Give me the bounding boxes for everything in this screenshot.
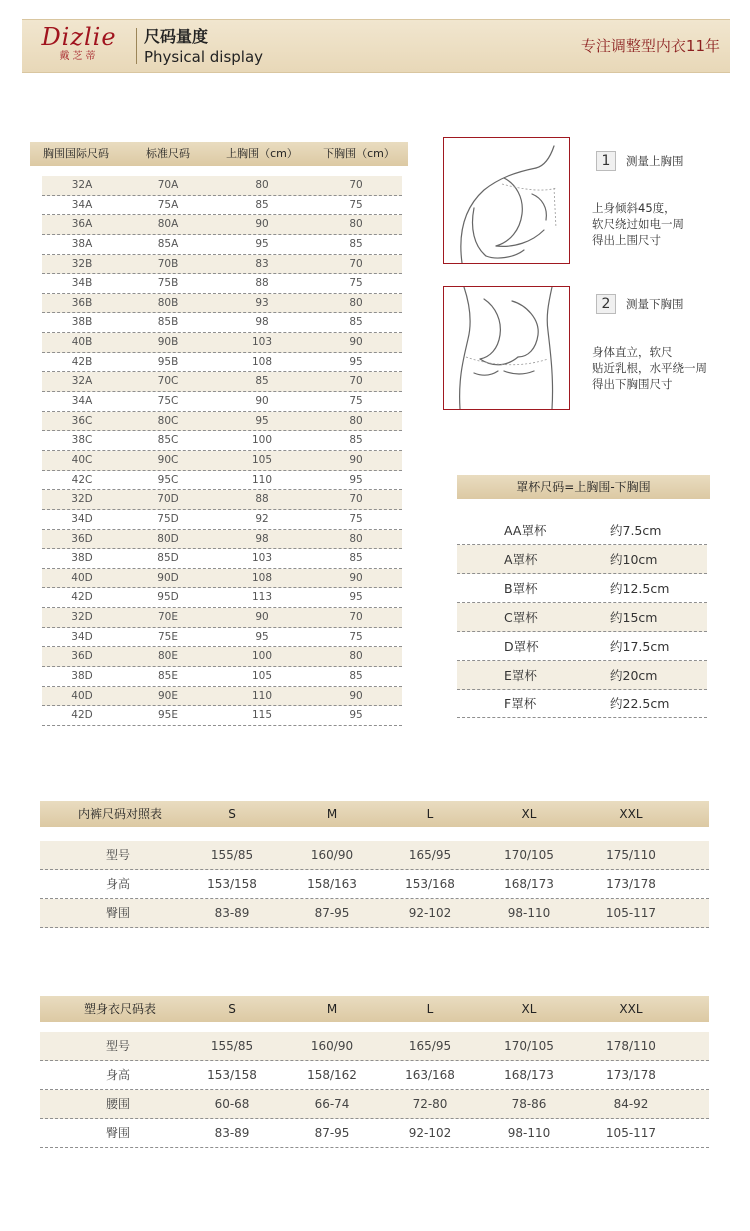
table-cell: 95	[255, 630, 269, 643]
table-cell: 32A	[71, 375, 93, 388]
cup-value: 约17.5cm	[610, 638, 670, 654]
table-cell: 90B	[157, 336, 179, 349]
table-row	[42, 451, 402, 471]
table-cell: 38A	[71, 237, 93, 250]
row-label: 身高	[105, 877, 130, 891]
table-cell: 70	[349, 179, 363, 191]
table-cell: 85A	[157, 237, 179, 250]
table-cell: 40D	[71, 689, 93, 702]
row-label: 臀围	[105, 906, 130, 920]
panty-size-xxl: XXL	[619, 807, 643, 821]
table-cell: 173/178	[606, 1068, 656, 1082]
table-cell: 85	[255, 198, 269, 211]
table-cell: 100	[251, 650, 273, 663]
panty-table-title: 内裤尺码对照表	[78, 807, 163, 821]
bra-table-body	[30, 176, 408, 726]
panty-size-xl: XL	[521, 807, 537, 821]
cup-name: AA罩杯	[504, 523, 547, 538]
table-cell: 85	[349, 434, 363, 447]
table-cell: 160/90	[310, 848, 354, 862]
bra-size-table	[30, 142, 408, 726]
table-cell: 32A	[71, 179, 93, 191]
table-cell: 40C	[71, 453, 93, 466]
table-row	[42, 196, 402, 216]
table-cell: 42C	[71, 473, 93, 486]
table-cell: 85	[349, 316, 363, 329]
measure-under-illustration	[443, 286, 570, 410]
table-cell: 40B	[71, 336, 93, 349]
table-cell: 42B	[71, 355, 93, 368]
table-row	[42, 510, 402, 530]
table-cell: 42D	[71, 709, 93, 722]
table-row	[42, 235, 402, 255]
table-cell: 90E	[158, 689, 178, 702]
table-row	[42, 353, 402, 373]
panty-size-m: M	[326, 807, 338, 821]
cup-name: F罩杯	[504, 696, 537, 712]
table-cell: 40D	[71, 571, 93, 584]
table-cell: 34A	[71, 395, 93, 408]
table-cell: 95	[349, 473, 363, 486]
table-row	[42, 274, 402, 294]
table-cell: 178/110	[606, 1039, 656, 1053]
bra-header-intl: 胸围国际尺码	[43, 147, 109, 160]
table-cell: 80	[349, 296, 363, 309]
step-2-number: 2	[596, 294, 616, 314]
table-cell: 98-110	[507, 1126, 551, 1140]
table-cell: 98-110	[507, 906, 551, 920]
table-cell: 155/85	[210, 848, 254, 862]
shaper-table-title: 塑身衣尺码表	[84, 1002, 157, 1016]
table-row	[42, 176, 402, 196]
shaper-table-body	[40, 1032, 709, 1148]
table-cell: 60-68	[214, 1097, 250, 1111]
cup-value: 约7.5cm	[610, 523, 662, 538]
panty-size-s: S	[228, 807, 236, 821]
table-cell: 153/158	[207, 1068, 257, 1082]
cup-name: D罩杯	[504, 638, 539, 654]
table-row	[42, 471, 402, 491]
table-cell: 153/158	[207, 877, 257, 891]
page-subtitle: Physical display	[144, 48, 264, 66]
table-row	[42, 549, 402, 569]
table-cell: 70A	[157, 179, 179, 191]
table-cell: 155/85	[210, 1039, 254, 1053]
table-cell: 80	[349, 532, 363, 545]
shaper-size-xxl: XXL	[619, 1002, 643, 1016]
table-row	[42, 372, 402, 392]
table-cell: 170/105	[504, 1039, 554, 1053]
shaper-size-table	[40, 996, 709, 1148]
table-cell: 90	[349, 571, 363, 584]
table-cell: 70	[349, 493, 363, 506]
table-cell: 36C	[71, 414, 93, 427]
cup-row	[457, 603, 707, 632]
table-cell: 163/168	[405, 1068, 455, 1082]
table-cell: 160/90	[310, 1039, 354, 1053]
cup-row	[457, 632, 707, 661]
table-cell: 80D	[157, 532, 179, 545]
cup-name: A罩杯	[504, 551, 538, 567]
table-cell: 75	[349, 630, 363, 643]
table-cell: 80	[255, 179, 269, 191]
table-cell: 170/105	[504, 848, 554, 862]
table-cell: 75	[349, 512, 363, 525]
cup-row	[457, 516, 707, 545]
table-row	[40, 1119, 709, 1148]
table-cell: 66-74	[314, 1097, 350, 1111]
row-label: 臀围	[105, 1126, 130, 1140]
table-cell: 70	[349, 375, 363, 388]
shaper-size-l: L	[426, 1002, 434, 1016]
table-cell: 90C	[157, 453, 179, 466]
under-bust-figure-icon	[444, 287, 569, 409]
bra-header-upper: 上胸围（cm）	[226, 147, 298, 160]
table-cell: 32B	[71, 257, 93, 270]
table-cell: 75	[349, 277, 363, 290]
table-cell: 110	[251, 473, 273, 486]
table-cell: 103	[251, 552, 273, 565]
table-cell: 80	[349, 218, 363, 231]
table-cell: 90D	[157, 571, 179, 584]
table-cell: 75D	[157, 512, 179, 525]
shaper-table-header	[40, 996, 709, 1022]
table-cell: 70E	[158, 611, 178, 624]
cup-value: 约15cm	[610, 609, 658, 625]
table-row	[42, 333, 402, 353]
cup-value: 约22.5cm	[610, 696, 670, 712]
table-cell: 98	[255, 532, 269, 545]
cup-name: E罩杯	[504, 667, 537, 683]
table-cell: 95C	[157, 473, 179, 486]
table-cell: 80B	[157, 296, 179, 309]
table-cell: 42D	[71, 591, 93, 604]
table-cell: 95D	[157, 591, 179, 604]
table-cell: 165/95	[408, 1039, 452, 1053]
measure-upper-illustration	[443, 137, 570, 264]
cup-row	[457, 689, 707, 718]
cup-name: B罩杯	[504, 580, 538, 596]
table-cell: 95E	[158, 709, 178, 722]
table-cell: 87-95	[314, 906, 350, 920]
cup-value: 约10cm	[610, 551, 658, 567]
table-cell: 34A	[71, 198, 93, 211]
table-cell: 108	[251, 355, 273, 368]
panty-size-table	[40, 801, 709, 928]
table-cell: 95	[349, 355, 363, 368]
table-cell: 75	[349, 198, 363, 211]
table-cell: 90	[255, 395, 269, 408]
table-cell: 75C	[157, 395, 179, 408]
bra-header-under: 下胸围（cm）	[323, 147, 395, 160]
cup-row	[457, 545, 707, 574]
table-cell: 168/173	[504, 877, 554, 891]
table-cell: 92-102	[408, 1126, 452, 1140]
table-cell: 90	[255, 611, 269, 624]
table-cell: 36A	[71, 218, 93, 231]
table-row	[42, 412, 402, 432]
table-cell: 85	[349, 552, 363, 565]
table-row	[42, 215, 402, 235]
table-cell: 95	[255, 414, 269, 427]
table-cell: 85	[349, 237, 363, 250]
table-cell: 88	[255, 277, 269, 290]
table-cell: 36D	[71, 532, 93, 545]
table-cell: 105	[251, 670, 273, 683]
shaper-size-m: M	[326, 1002, 338, 1016]
table-cell: 93	[255, 296, 269, 309]
table-cell: 80	[349, 414, 363, 427]
table-cell: 85C	[157, 434, 179, 447]
table-cell: 158/163	[307, 877, 357, 891]
table-cell: 80C	[157, 414, 179, 427]
table-cell: 83-89	[214, 906, 250, 920]
table-cell: 92	[255, 512, 269, 525]
table-row	[42, 294, 402, 314]
table-cell: 80A	[157, 218, 179, 231]
table-row	[42, 392, 402, 412]
table-cell: 108	[251, 571, 273, 584]
cup-row	[457, 661, 707, 690]
step-1-number: 1	[596, 151, 616, 171]
table-cell: 70D	[157, 493, 179, 506]
table-row	[42, 431, 402, 451]
table-cell: 38D	[71, 552, 93, 565]
table-cell: 38C	[71, 434, 93, 447]
header-bar	[22, 19, 730, 73]
table-cell: 165/95	[408, 848, 452, 862]
table-row	[42, 706, 402, 726]
table-cell: 115	[251, 709, 273, 722]
table-cell: 70	[349, 257, 363, 270]
table-cell: 105-117	[605, 1126, 657, 1140]
table-row	[40, 841, 709, 870]
table-cell: 75	[349, 395, 363, 408]
row-label: 型号	[105, 848, 130, 862]
table-cell: 105-117	[605, 906, 657, 920]
table-cell: 78-86	[511, 1097, 547, 1111]
table-row	[42, 313, 402, 333]
table-cell: 34B	[71, 277, 93, 290]
table-cell: 72-80	[412, 1097, 448, 1111]
row-label: 型号	[105, 1039, 130, 1053]
table-cell: 85	[255, 375, 269, 388]
step-1-description: 上身倾斜45度， 软尺绕过如电一周 得出上围尺寸	[592, 201, 684, 247]
page-title: 尺码量度	[144, 27, 209, 46]
table-cell: 110	[251, 689, 273, 702]
table-cell: 85E	[158, 670, 178, 683]
table-cell: 100	[251, 434, 273, 447]
table-cell: 105	[251, 453, 273, 466]
row-label: 身高	[105, 1068, 130, 1082]
cup-row	[457, 574, 707, 603]
table-cell: 34D	[71, 512, 93, 525]
shaper-size-s: S	[228, 1002, 236, 1016]
table-cell: 32D	[71, 611, 93, 624]
step-2-title: 测量下胸围	[626, 297, 684, 311]
table-row	[42, 255, 402, 275]
table-cell: 113	[251, 591, 273, 604]
table-cell: 153/168	[405, 877, 455, 891]
brand-logo	[30, 23, 128, 63]
table-cell: 75E	[158, 630, 178, 643]
table-cell: 158/162	[307, 1068, 357, 1082]
table-cell: 85B	[157, 316, 179, 329]
table-cell: 75A	[157, 198, 179, 211]
step-2-description: 身体直立，软尺 贴近乳根，水平绕一周 得出下胸围尺寸	[592, 345, 707, 391]
table-row	[42, 667, 402, 687]
table-cell: 70B	[157, 257, 179, 270]
table-row	[40, 1061, 709, 1090]
table-row	[40, 1090, 709, 1119]
table-row	[40, 1032, 709, 1061]
table-cell: 85D	[157, 552, 179, 565]
panty-size-l: L	[426, 807, 434, 821]
table-row	[40, 870, 709, 899]
table-cell: 70	[349, 611, 363, 624]
table-cell: 85	[349, 670, 363, 683]
table-cell: 175/110	[606, 848, 656, 862]
table-cell: 36D	[71, 650, 93, 663]
table-cell: 88	[255, 493, 269, 506]
table-cell: 90	[349, 336, 363, 349]
table-cell: 36B	[71, 296, 93, 309]
table-cell: 83	[255, 257, 269, 270]
shaper-size-xl: XL	[521, 1002, 537, 1016]
table-cell: 75B	[157, 277, 179, 290]
table-cell: 38D	[71, 670, 93, 683]
table-row	[42, 687, 402, 707]
table-cell: 95	[349, 709, 363, 722]
panty-table-header	[40, 801, 709, 827]
bra-table-header	[30, 142, 408, 166]
table-cell: 70C	[157, 375, 179, 388]
table-cell: 84-92	[613, 1097, 649, 1111]
table-cell: 90	[255, 218, 269, 231]
table-cell: 80E	[158, 650, 178, 663]
logo-wordmark: Dizlie	[41, 23, 117, 51]
upper-bust-figure-icon	[444, 138, 569, 263]
table-cell: 98	[255, 316, 269, 329]
cup-value: 约20cm	[610, 667, 658, 683]
table-row	[42, 608, 402, 628]
cup-table-title: 罩杯尺码=上胸围-下胸围	[457, 475, 710, 499]
step-1-title: 测量上胸围	[626, 154, 684, 168]
table-cell: 32D	[71, 493, 93, 506]
table-row	[42, 628, 402, 648]
table-cell: 38B	[71, 316, 93, 329]
bra-header-standard: 标准尺码	[146, 147, 190, 160]
logo-chinese-name: 戴芝蒂	[59, 51, 99, 62]
table-cell: 95B	[157, 355, 179, 368]
table-row	[42, 569, 402, 589]
cup-value: 约12.5cm	[610, 580, 670, 596]
table-cell: 80	[349, 650, 363, 663]
table-row	[42, 490, 402, 510]
table-cell: 92-102	[408, 906, 452, 920]
brand-slogan: 专注调整型内衣11年	[580, 37, 720, 55]
panty-table-body	[40, 841, 709, 928]
table-row	[42, 588, 402, 608]
table-row	[42, 647, 402, 667]
table-row	[40, 899, 709, 928]
header-divider	[136, 28, 137, 64]
table-cell: 95	[255, 237, 269, 250]
table-cell: 83-89	[214, 1126, 250, 1140]
table-cell: 90	[349, 689, 363, 702]
table-cell: 90	[349, 453, 363, 466]
table-cell: 168/173	[504, 1068, 554, 1082]
table-cell: 87-95	[314, 1126, 350, 1140]
table-cell: 103	[251, 336, 273, 349]
table-cell: 34D	[71, 630, 93, 643]
row-label: 腰围	[105, 1097, 130, 1111]
table-cell: 95	[349, 591, 363, 604]
cup-name: C罩杯	[504, 609, 538, 625]
table-row	[42, 530, 402, 550]
table-cell: 173/178	[606, 877, 656, 891]
